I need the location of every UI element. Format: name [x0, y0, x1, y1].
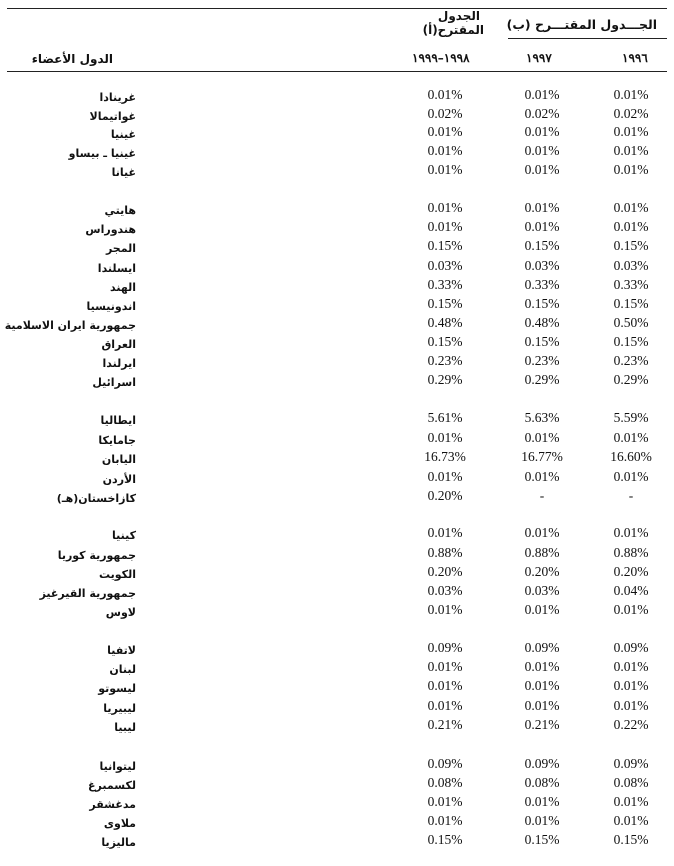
value-1996: 0.01% [613, 200, 649, 215]
country-name: لكسمبرغ [88, 779, 136, 792]
value-1996: 0.01% [613, 525, 649, 540]
value-1996: 5.59% [613, 410, 649, 425]
value-1997: 0.03% [524, 583, 560, 598]
value-1996: 0.01% [613, 469, 649, 484]
value-1996: 0.08% [613, 775, 649, 790]
value-1997: 0.01% [524, 143, 560, 158]
value-proposed-a: 0.48% [427, 315, 463, 330]
value-1996: 0.15% [613, 334, 649, 349]
value-1997: 0.09% [524, 756, 560, 771]
value-1997: 0.29% [524, 372, 560, 387]
value-1996: 0.22% [613, 717, 649, 732]
value-proposed-a: 0.08% [427, 775, 463, 790]
value-1997: 0.33% [524, 277, 560, 292]
value-1997: 0.01% [524, 162, 560, 177]
country-name: اندونيسيا [86, 300, 136, 313]
value-1996: 0.29% [613, 372, 649, 387]
value-proposed-a: 0.01% [427, 794, 463, 809]
value-proposed-a: 0.09% [427, 640, 463, 655]
value-1997: 0.01% [524, 525, 560, 540]
proposed-b-underline [508, 38, 667, 39]
country-name: ايطاليا [100, 414, 136, 427]
value-1996: - [628, 488, 634, 503]
value-proposed-a: 0.15% [427, 238, 463, 253]
value-1997: 0.23% [524, 353, 560, 368]
value-proposed-a: 0.01% [427, 678, 463, 693]
country-name: جمهورية كوريا [57, 549, 136, 562]
value-1997: 0.21% [524, 717, 560, 732]
value-1996: 0.01% [613, 813, 649, 828]
country-name: كازاخستان(هـ) [56, 492, 136, 505]
value-1996: 0.01% [613, 430, 649, 445]
value-1996: 0.01% [613, 678, 649, 693]
value-1996: 0.01% [613, 219, 649, 234]
proposed-a-header-line1: الجدول [437, 9, 480, 23]
year-header-1998-1999: ١٩٩٨–١٩٩٩ [412, 51, 470, 65]
country-name: مدغشقر [89, 798, 136, 811]
value-1996: 0.20% [613, 564, 649, 579]
value-1997: 0.01% [524, 794, 560, 809]
country-name: العراق [101, 338, 136, 351]
value-1997: 5.63% [524, 410, 560, 425]
country-name: ايرلندا [102, 357, 136, 370]
value-1996: 0.23% [613, 353, 649, 368]
value-1996: 0.09% [613, 640, 649, 655]
value-proposed-a: 0.01% [427, 659, 463, 674]
country-name: اسرائيل [92, 376, 136, 389]
value-proposed-a: 0.01% [427, 87, 463, 102]
country-name: غرينادا [99, 91, 136, 104]
country-name: جمهورية القيرغيز [39, 587, 136, 600]
country-name: المجر [105, 242, 136, 255]
value-1996: 0.01% [613, 602, 649, 617]
value-1996: 0.01% [613, 124, 649, 139]
year-header-1997: ١٩٩٧ [526, 51, 552, 65]
year-header-1996: ١٩٩٦ [622, 51, 648, 65]
country-name: الكويت [99, 568, 136, 581]
country-name: جمهورية ايران الاسلامية [4, 319, 136, 332]
value-1997: 0.01% [524, 430, 560, 445]
value-1997: 0.01% [524, 124, 560, 139]
country-name: ليبيا [114, 721, 136, 734]
value-1996: 0.03% [613, 258, 649, 273]
value-1997: 0.01% [524, 602, 560, 617]
value-1996: 0.15% [613, 238, 649, 253]
value-proposed-a: 0.01% [427, 525, 463, 540]
value-1997: 0.01% [524, 659, 560, 674]
value-1997: 0.88% [524, 545, 560, 560]
country-name: لاوس [105, 606, 136, 619]
value-1997: 0.15% [524, 334, 560, 349]
value-1997: 0.01% [524, 813, 560, 828]
country-name: اليابان [101, 453, 136, 466]
value-1997: 0.01% [524, 87, 560, 102]
country-name: الهند [109, 281, 136, 294]
members-column-header: الدول الأعضاء [31, 52, 113, 66]
country-name: غينيا [110, 128, 136, 141]
country-name: ليتوانيا [99, 760, 136, 773]
country-name: غواتيمالا [89, 110, 136, 123]
value-proposed-a: 0.20% [427, 488, 463, 503]
top-rule [7, 8, 667, 9]
value-1997: 0.02% [524, 106, 560, 121]
value-1997: 0.01% [524, 469, 560, 484]
value-1997: 16.77% [521, 449, 563, 464]
value-proposed-a: 0.01% [427, 124, 463, 139]
value-1997: 0.03% [524, 258, 560, 273]
value-1997: 0.15% [524, 238, 560, 253]
value-proposed-a: 0.01% [427, 162, 463, 177]
value-proposed-a: 0.20% [427, 564, 463, 579]
value-proposed-a: 0.01% [427, 143, 463, 158]
value-1997: - [539, 488, 545, 503]
value-proposed-a: 0.15% [427, 296, 463, 311]
value-proposed-a: 0.15% [427, 832, 463, 847]
value-proposed-a: 0.01% [427, 219, 463, 234]
country-name: كينيا [112, 529, 136, 542]
country-name: لبنان [109, 663, 136, 676]
value-1996: 0.01% [613, 162, 649, 177]
value-proposed-a: 0.01% [427, 469, 463, 484]
value-proposed-a: 0.01% [427, 430, 463, 445]
country-name: غيانا [111, 166, 136, 179]
value-1996: 0.50% [613, 315, 649, 330]
value-1997: 0.20% [524, 564, 560, 579]
country-name: ليبيريا [103, 702, 136, 715]
value-1997: 0.15% [524, 296, 560, 311]
value-1996: 0.02% [613, 106, 649, 121]
value-proposed-a: 0.88% [427, 545, 463, 560]
value-proposed-a: 16.73% [424, 449, 466, 464]
value-1997: 0.01% [524, 698, 560, 713]
country-name: هايتي [104, 204, 136, 217]
value-1996: 0.33% [613, 277, 649, 292]
value-proposed-a: 0.02% [427, 106, 463, 121]
value-1996: 0.88% [613, 545, 649, 560]
value-proposed-a: 0.15% [427, 334, 463, 349]
value-proposed-a: 0.03% [427, 583, 463, 598]
value-proposed-a: 0.23% [427, 353, 463, 368]
value-proposed-a: 0.01% [427, 698, 463, 713]
country-name: ماليزيا [101, 836, 136, 849]
value-1996: 0.01% [613, 143, 649, 158]
proposed-a-header-line2: المقترح(أ) [422, 23, 484, 37]
value-1997: 0.01% [524, 678, 560, 693]
value-1996: 0.01% [613, 659, 649, 674]
value-proposed-a: 0.33% [427, 277, 463, 292]
value-1996: 0.15% [613, 832, 649, 847]
value-1996: 0.09% [613, 756, 649, 771]
proposed-b-header: الجـــدول المقتـــرح (ب) [506, 17, 657, 32]
value-proposed-a: 0.01% [427, 602, 463, 617]
header-bottom-rule [7, 71, 667, 72]
value-proposed-a: 0.21% [427, 717, 463, 732]
value-proposed-a: 0.09% [427, 756, 463, 771]
value-1997: 0.15% [524, 832, 560, 847]
value-1997: 0.01% [524, 219, 560, 234]
value-1996: 0.01% [613, 698, 649, 713]
value-proposed-a: 0.01% [427, 813, 463, 828]
country-name: ايسلندا [97, 262, 136, 275]
country-name: جامايكا [98, 434, 136, 447]
country-name: غينيا ـ بيساو [68, 147, 136, 160]
country-name: ملاوى [103, 817, 136, 830]
value-proposed-a: 0.01% [427, 200, 463, 215]
value-proposed-a: 0.29% [427, 372, 463, 387]
value-1996: 0.15% [613, 296, 649, 311]
value-1996: 0.01% [613, 87, 649, 102]
country-name: ليسوتو [98, 682, 136, 695]
value-1997: 0.08% [524, 775, 560, 790]
country-name: الأردن [102, 473, 136, 486]
value-1996: 0.04% [613, 583, 649, 598]
value-1997: 0.01% [524, 200, 560, 215]
country-name: لاتفيا [107, 644, 136, 657]
value-1996: 16.60% [610, 449, 652, 464]
value-1997: 0.09% [524, 640, 560, 655]
value-proposed-a: 0.03% [427, 258, 463, 273]
value-proposed-a: 5.61% [427, 410, 463, 425]
country-name: هندوراس [85, 223, 136, 236]
value-1996: 0.01% [613, 794, 649, 809]
value-1997: 0.48% [524, 315, 560, 330]
